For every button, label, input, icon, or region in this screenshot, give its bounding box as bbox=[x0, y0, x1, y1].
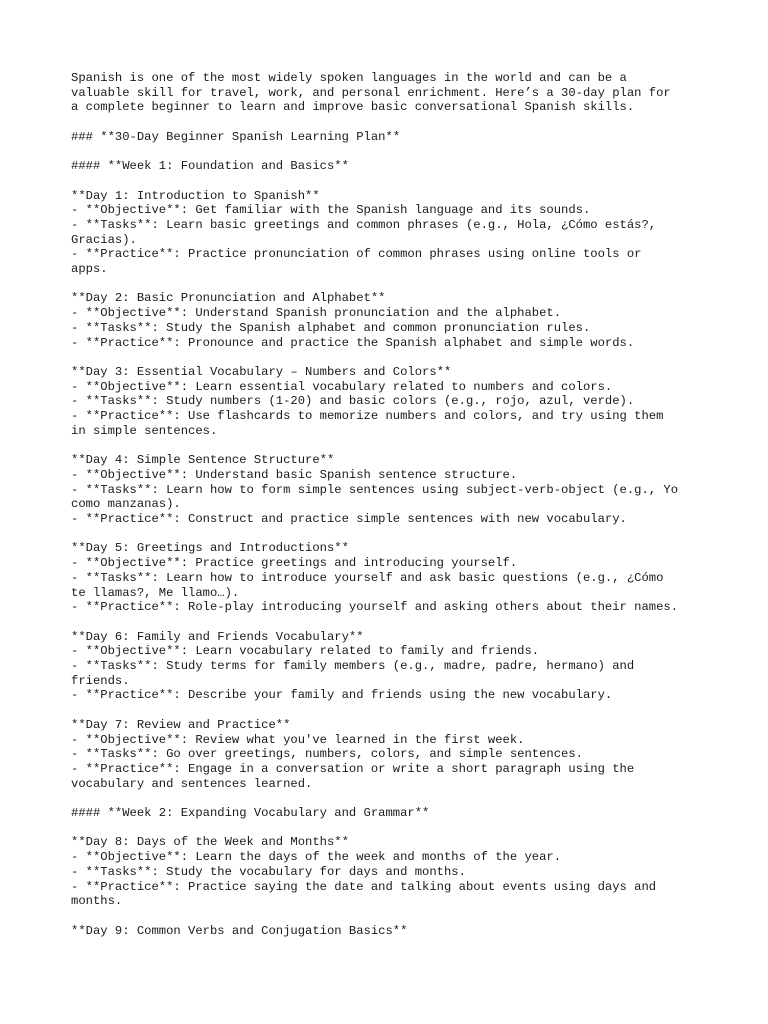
day-2-practice: - **Practice**: Pronounce and practice the Spanish alphabet and simple words. bbox=[71, 335, 635, 350]
day-4-tasks-cont: como manzanas). bbox=[71, 497, 181, 512]
day-3-practice-cont: in simple sentences. bbox=[71, 423, 218, 438]
day-3-tasks: - **Tasks**: Study numbers (1-20) and basic colors (e.g., rojo, azul, verde). bbox=[71, 394, 635, 409]
intro-line-3: a complete beginner to learn and improve basic conversational Spanish skills. bbox=[71, 100, 635, 115]
day-5-tasks: - **Tasks**: Learn how to introduce yourself and ask basic questions (e.g., ¿Cómo bbox=[71, 570, 664, 585]
blank-line bbox=[71, 527, 711, 542]
day-5-objective: - **Objective**: Practice greetings and introducing yourself. bbox=[71, 556, 518, 571]
plan-title: ### **30-Day Beginner Spanish Learning Plan** bbox=[71, 129, 401, 144]
day-2-tasks: - **Tasks**: Study the Spanish alphabet and common pronunciation rules. bbox=[71, 320, 591, 335]
day-5-tasks-cont: te llamas?, Me llamo…). bbox=[71, 585, 240, 600]
day-5-heading: **Day 5: Greetings and Introductions** bbox=[71, 541, 349, 556]
day-4-objective: - **Objective**: Understand basic Spanish sentence structure. bbox=[71, 467, 518, 482]
day-1-tasks-cont: Gracias). bbox=[71, 232, 137, 247]
day-7-heading: **Day 7: Review and Practice** bbox=[71, 717, 291, 732]
day-1-practice-cont: apps. bbox=[71, 262, 108, 277]
day-3-objective: - **Objective**: Learn essential vocabulary related to numbers and colors. bbox=[71, 379, 613, 394]
day-3-heading: **Day 3: Essential Vocabulary – Numbers and Colors** bbox=[71, 364, 452, 379]
day-6-tasks-cont: friends. bbox=[71, 673, 130, 688]
blank-line bbox=[71, 115, 711, 130]
day-6-objective: - **Objective**: Learn vocabulary related to family and friends. bbox=[71, 644, 540, 659]
day-5-practice: - **Practice**: Role-play introducing yourself and asking others about their names. bbox=[71, 600, 679, 615]
day-8-objective: - **Objective**: Learn the days of the week and months of the year. bbox=[71, 850, 562, 865]
day-1-objective: - **Objective**: Get familiar with the Spanish language and its sounds. bbox=[71, 203, 591, 218]
blank-line bbox=[71, 145, 711, 160]
day-7-tasks: - **Tasks**: Go over greetings, numbers, colors, and simple sentences. bbox=[71, 747, 583, 762]
day-8-practice: - **Practice**: Practice saying the date and talking about events using days and bbox=[71, 879, 657, 894]
day-1-heading: **Day 1: Introduction to Spanish** bbox=[71, 188, 320, 203]
week-1-heading: #### **Week 1: Foundation and Basics** bbox=[71, 159, 349, 174]
day-8-heading: **Day 8: Days of the Week and Months** bbox=[71, 835, 349, 850]
day-6-heading: **Day 6: Family and Friends Vocabulary** bbox=[71, 629, 364, 644]
blank-line bbox=[71, 350, 711, 365]
day-2-objective: - **Objective**: Understand Spanish pronunciation and the alphabet. bbox=[71, 306, 562, 321]
blank-line bbox=[71, 791, 711, 806]
day-7-practice: - **Practice**: Engage in a conversation or write a short paragraph using the bbox=[71, 761, 635, 776]
document-page bbox=[71, 71, 711, 938]
blank-line bbox=[71, 439, 711, 454]
day-7-practice-cont: vocabulary and sentences learned. bbox=[71, 776, 313, 791]
day-4-heading: **Day 4: Simple Sentence Structure** bbox=[71, 453, 335, 468]
day-1-tasks: - **Tasks**: Learn basic greetings and common phrases (e.g., Hola, ¿Cómo estás?, bbox=[71, 217, 657, 232]
blank-line bbox=[71, 174, 711, 189]
blank-line bbox=[71, 821, 711, 836]
blank-line bbox=[71, 703, 711, 718]
week-2-heading: #### **Week 2: Expanding Vocabulary and Grammar** bbox=[71, 806, 430, 820]
blank-line bbox=[71, 277, 711, 292]
intro-line-1: Spanish is one of the most widely spoken languages in the world and can be a bbox=[71, 71, 627, 85]
day-2-heading: **Day 2: Basic Pronunciation and Alphabet** bbox=[71, 291, 386, 306]
blank-line bbox=[71, 909, 711, 924]
day-6-practice: - **Practice**: Describe your family and friends using the new vocabulary. bbox=[71, 688, 613, 703]
day-4-practice: - **Practice**: Construct and practice simple sentences with new vocabulary. bbox=[71, 512, 627, 526]
day-8-tasks: - **Tasks**: Study the vocabulary for days and months. bbox=[71, 864, 466, 879]
day-4-tasks: - **Tasks**: Learn how to form simple sentences using subject-verb-object (e.g., Yo bbox=[71, 482, 679, 497]
blank-line bbox=[71, 615, 711, 630]
intro-line-2: valuable skill for travel, work, and personal enrichment. Here’s a 30-day plan for bbox=[71, 85, 671, 100]
day-3-practice: - **Practice**: Use flashcards to memorize numbers and colors, and try using them bbox=[71, 409, 664, 424]
day-1-practice: - **Practice**: Practice pronunciation of common phrases using online tools or bbox=[71, 247, 642, 262]
day-7-objective: - **Objective**: Review what you've learned in the first week. bbox=[71, 732, 525, 747]
day-8-practice-cont: months. bbox=[71, 894, 123, 909]
day-6-tasks: - **Tasks**: Study terms for family members (e.g., madre, padre, hermano) and bbox=[71, 659, 635, 673]
day-9-heading: **Day 9: Common Verbs and Conjugation Basics** bbox=[71, 923, 408, 938]
